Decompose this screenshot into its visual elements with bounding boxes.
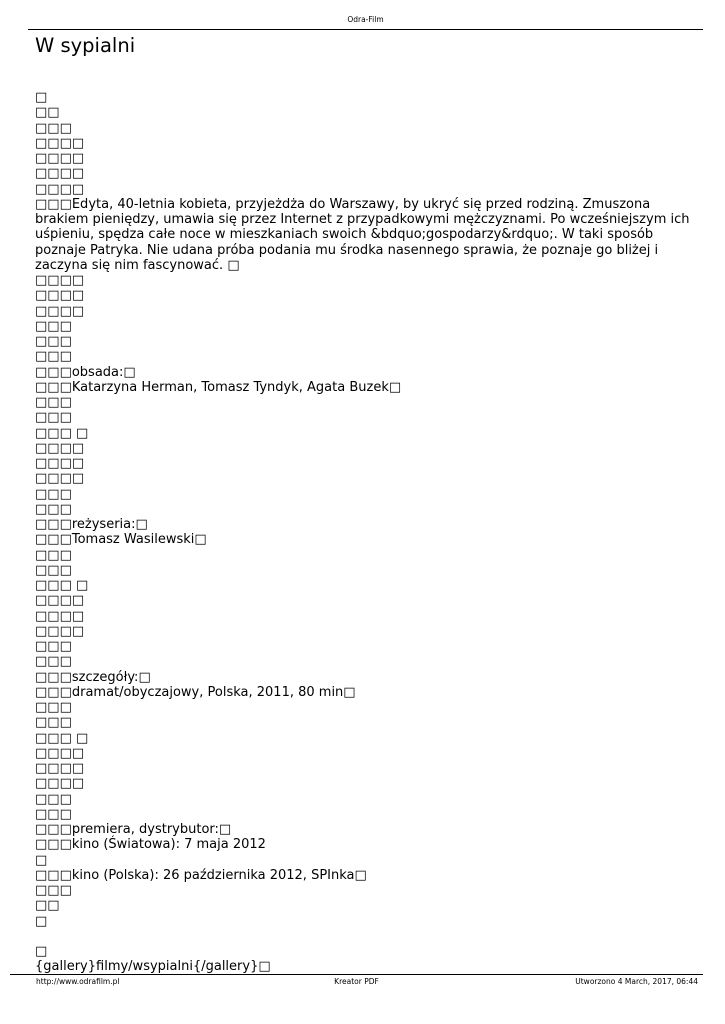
text-line: □□□: [35, 318, 72, 334]
text-line: □□□□: [35, 471, 85, 487]
text-line: □: [35, 913, 48, 929]
text-line: □□□: [35, 715, 72, 731]
text-line: □□□□: [35, 593, 85, 609]
page-footer: [10, 974, 703, 989]
text-line: □□□ □: [35, 730, 89, 746]
text-line: □: [35, 944, 48, 959]
text-line: □□□: [35, 562, 72, 578]
text-line: □□□: [35, 120, 72, 136]
text-line: □: [35, 852, 48, 868]
header-site-name: Odra-Film: [347, 15, 384, 24]
text-line: □□□kino (Polska): 26 października 2012, SPInka□: [35, 867, 367, 883]
text-line: □□□□: [35, 440, 85, 456]
text-line: □□□premiera, dystrybutor:□: [35, 822, 232, 837]
text-line: □□□□: [35, 135, 85, 151]
text-line: □□□ □: [35, 578, 89, 593]
text-line: □□□□: [35, 166, 85, 182]
text-line: □□□□: [35, 761, 85, 776]
text-line: □□□: [35, 700, 72, 715]
text-line: □□□reżyseria:□: [35, 517, 148, 532]
text-line: □□□kino (Światowa): 7 maja 2012: [35, 837, 266, 853]
text-line: □□□: [35, 806, 72, 822]
text-line: □□□ □: [35, 425, 89, 441]
text-line: □□□: [35, 791, 72, 807]
text-line: □□□: [35, 334, 72, 349]
page-title: W sypialni: [35, 34, 136, 57]
text-line: □□□□: [35, 303, 85, 319]
text-line: □□□□: [35, 745, 85, 761]
text-line: □□□Edyta, 40-letnia kobieta, przyjeżdża do Warszawy, by ukryć się przed rodziną. Zmuszona brakiem pieniędzy, umawia się przez Internet z przypadkowymi mężczyznami. Po wcześniejszym ich uśpieniu, spędza całe noce w mieszkaniach swoich &bdquo;gospodarzy&rdquo;. W taki sposób poznaje Patryka. Nie udana próba podania mu środka nasennego sprawia, że poznaje go bliżej i zaczyna się nim fascynować. □: [35, 196, 690, 273]
text-line: □□□: [35, 547, 72, 563]
text-line: □□□Katarzyna Herman, Tomasz Tyndyk, Agata Buzek□: [35, 379, 402, 395]
text-line: □□□Tomasz Wasilewski□: [35, 532, 207, 548]
text-line: □□□: [35, 395, 72, 410]
footer-generator: Kreator PDF: [334, 977, 379, 986]
article-body: [35, 90, 695, 975]
text-line: □□□: [35, 639, 72, 654]
text-line: □□□obsada:□: [35, 364, 136, 380]
text-line: □□□: [35, 654, 72, 670]
text-line: □□□□: [35, 776, 85, 792]
text-line: [35, 929, 695, 944]
text-line: □□: [35, 105, 60, 121]
text-line: □□□: [35, 501, 72, 517]
text-line: □□□□: [35, 273, 85, 288]
text-line: □□□: [35, 883, 72, 898]
text-line: □□□□: [35, 151, 85, 166]
text-line: □: [35, 90, 48, 105]
footer-url: http://www.odrafilm.pl: [36, 977, 120, 986]
footer-created-date: Utworzono 4 March, 2017, 06:44: [575, 977, 698, 986]
text-line: □□□□: [35, 288, 85, 304]
text-line: □□□szczegóły:□: [35, 669, 151, 685]
text-line: □□□□: [35, 456, 85, 471]
text-line: □□□dramat/obyczajowy, Polska, 2011, 80 min□: [35, 684, 356, 700]
text-line: □□: [35, 898, 60, 914]
text-line: □□□□: [35, 623, 85, 639]
text-line: □□□: [35, 410, 72, 426]
page-header: [28, 13, 703, 30]
text-line: □□□: [35, 349, 72, 365]
text-line: □□□: [35, 486, 72, 502]
text-line: □□□□: [35, 181, 85, 197]
text-line: □□□□: [35, 608, 85, 624]
text-line: {gallery}filmy/wsypialni{/gallery}□: [35, 959, 271, 975]
